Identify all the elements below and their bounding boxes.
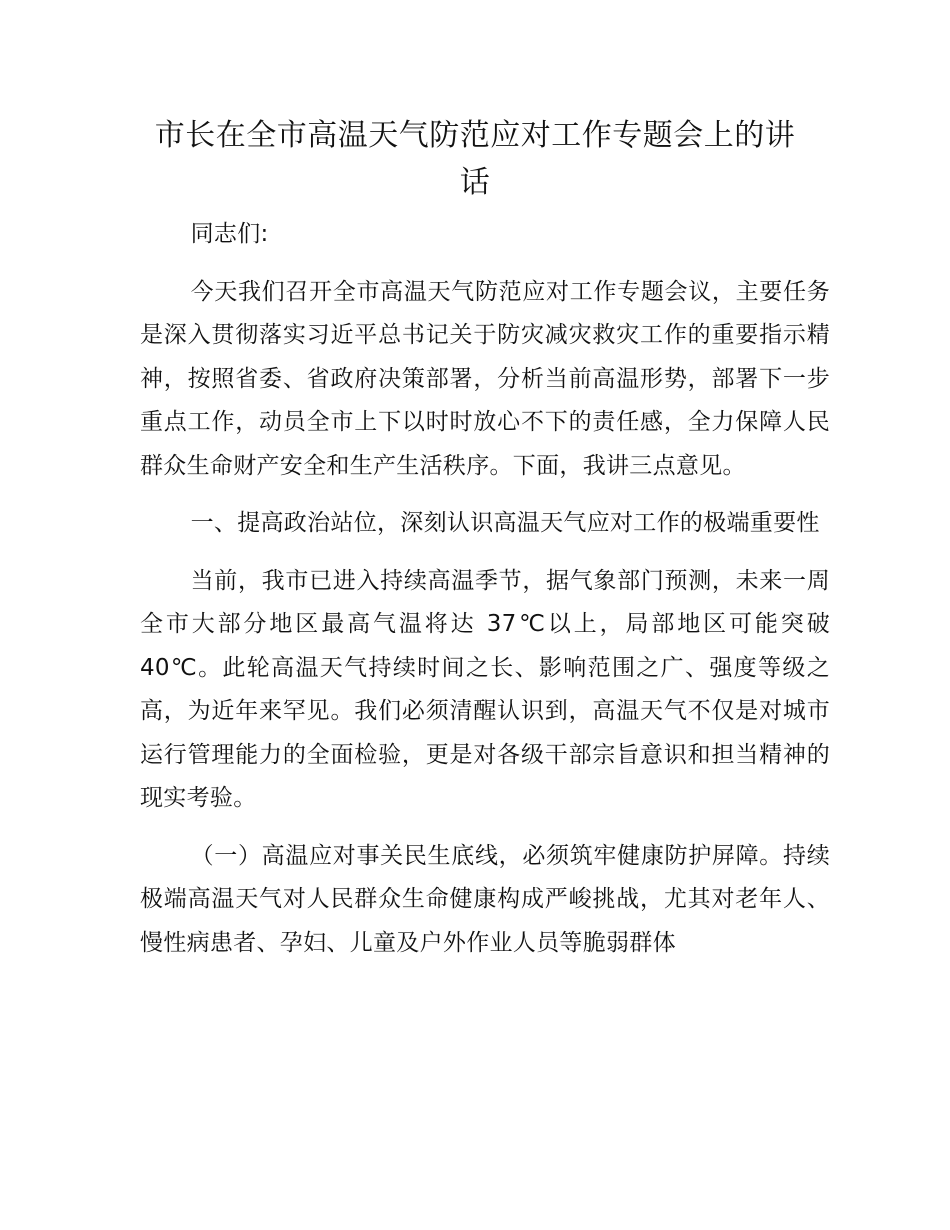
document-body [140,213,830,979]
intro-paragraph: 今天我们召开全市高温天气防范应对工作专题会议，主要任务是深入贯彻落实习近平总书记关于防灾减灾救灾工作的重要指示精神，按照省委、省政府决策部署，分析当前高温形势，部署下一步重点工作，动员全市上下以时时放心不下的责任感，全力保障人民群众生命财产安全和生产生活秩序。下面，我讲三点意见。 [140,278,830,479]
salutation: 同志们: [190,221,269,247]
document-title: 市长在全市高温天气防范应对工作专题会上的讲话 [154,118,796,200]
section-1-paragraph: 当前，我市已进入持续高温季节，据气象部门预测，未来一周全市大部分地区最高气温将达 37℃以上，局部地区可能突破 40℃。此轮高温天气持续时间之长、影响范围之广、强度等级之高，为近年来罕见。我们必须清醒认识到，高温天气不仅是对城市运行管理能力的全面检验，更是对各级干部宗旨意识和担当精神的现实考验。 [140,567,830,811]
subsection-1-paragraph: （一）高温应对事关民生底线，必须筑牢健康防护屏障。持续极端高温天气对人民群众生命健康构成严峻挑战，尤其对老年人、慢性病患者、孕妇、儿童及户外作业人员等脆弱群体 [140,842,830,956]
section-heading-1: 一、提高政治站位，深刻认识高温天气应对工作的极端重要性 [190,510,820,536]
